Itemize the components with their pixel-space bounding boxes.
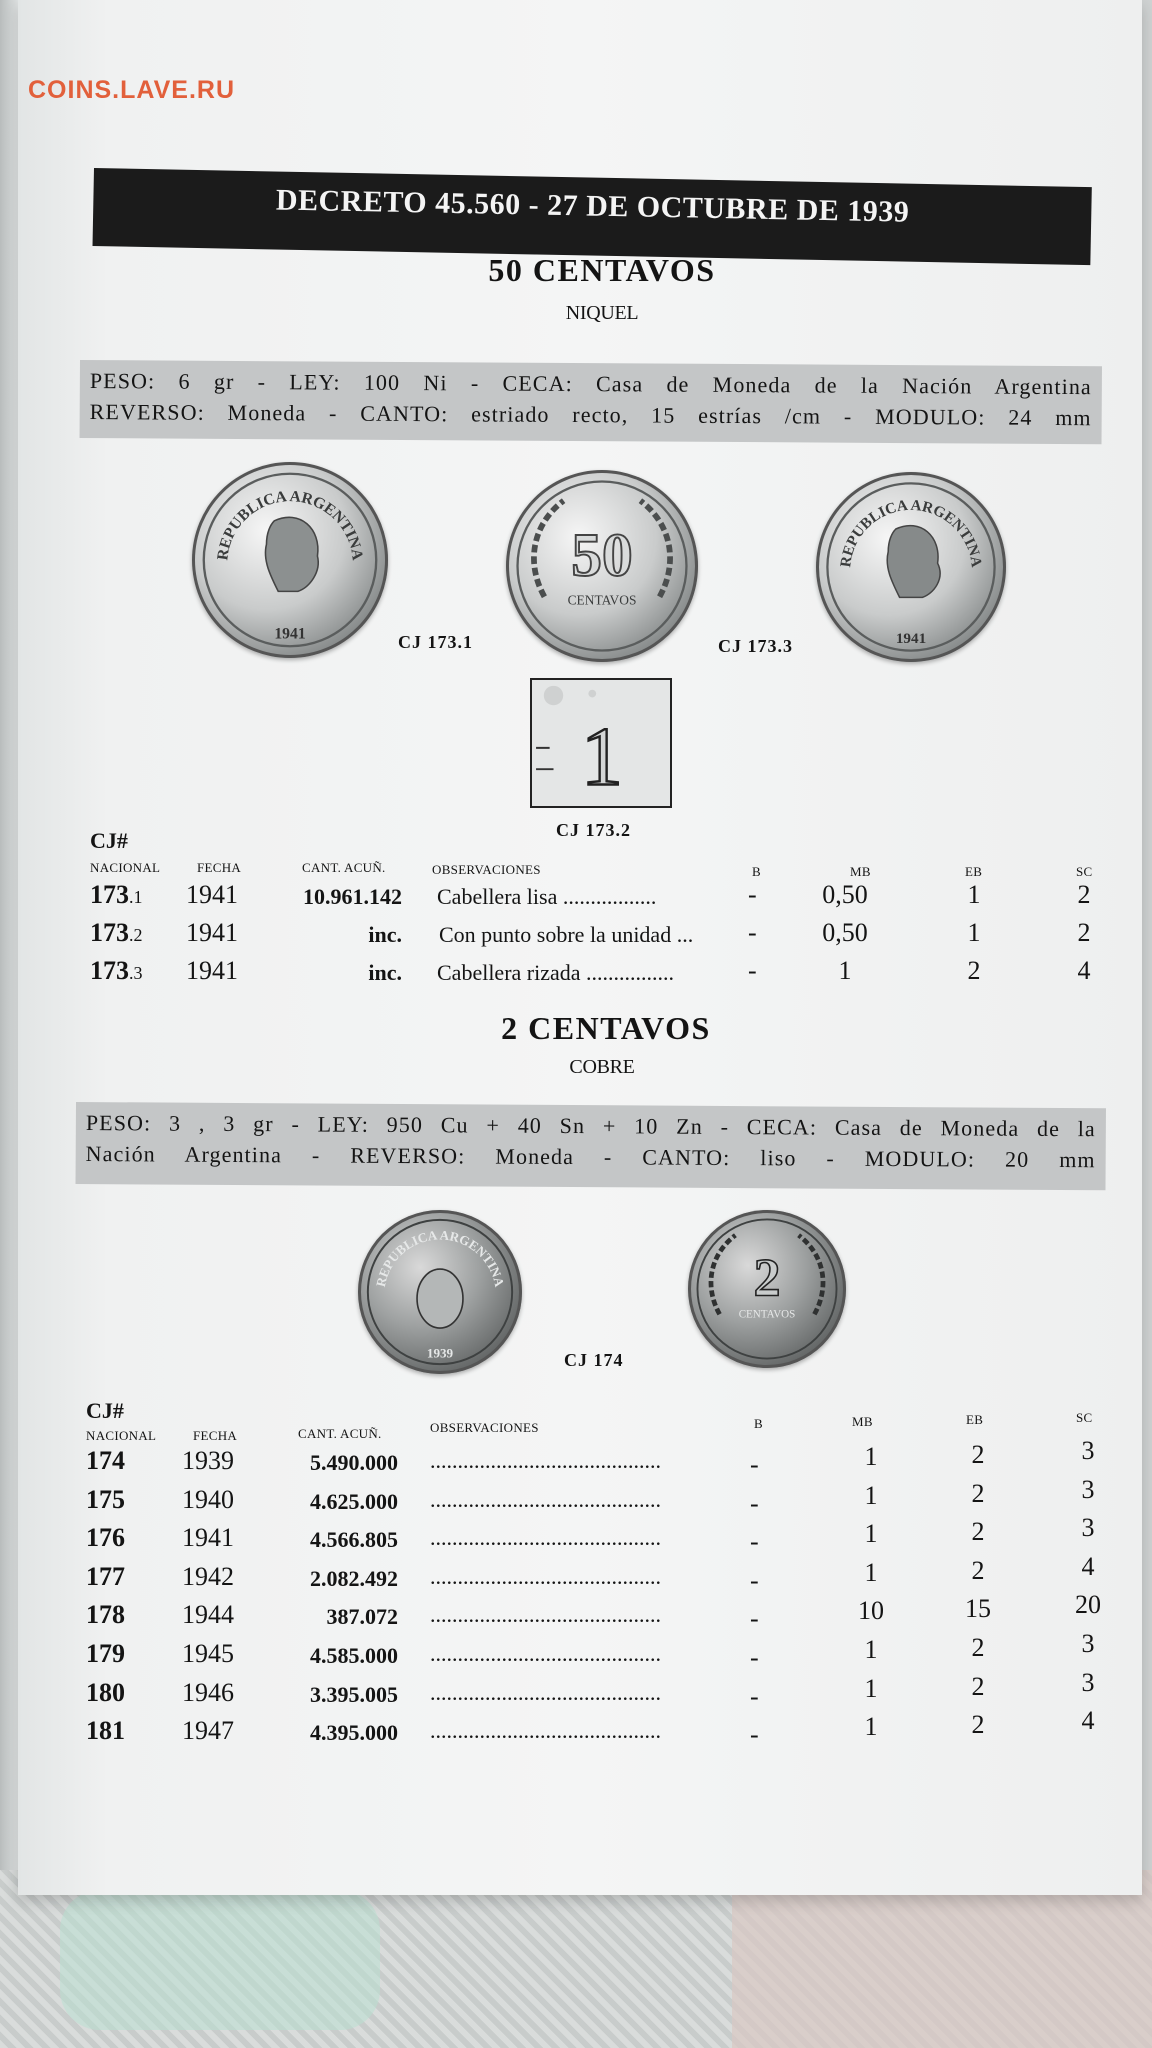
- specs-line: REVERSO: Moneda - CANTO: estriado recto, 15 estrías /cm - MODULO: 24 mm: [89, 399, 1092, 431]
- table-row: 175 1940 4.625.000 .......................................... - 1 2 3: [86, 1474, 1095, 1518]
- table-row: 173.1 1941 10.961.142 Cabellera lisa ................. - 0,50 1 2: [90, 880, 1091, 909]
- background-towel: [0, 1870, 1152, 2048]
- svg-text:CENTAVOS: CENTAVOS: [567, 592, 637, 608]
- svg-text:CENTAVOS: CENTAVOS: [738, 1308, 796, 1321]
- specs-line: Nación Argentina - REVERSO: Moneda - CANTO: liso - MODULO: 20 mm: [85, 1141, 1096, 1173]
- col-header-mb: MB: [850, 864, 871, 879]
- table-row: 173.3 1941 inc. Cabellera rizada ................ - 1 2 4: [90, 956, 1091, 985]
- section-title-50-centavos: 50 CENTAVOS: [488, 252, 716, 288]
- coin-reverse-50-centavos: [506, 470, 698, 662]
- col-header-b: B: [752, 864, 761, 879]
- detail-image-173-2: [530, 678, 672, 808]
- table-row: 176 1941 4.566.805 .......................................... - 1 2 3: [86, 1513, 1095, 1557]
- col-header-mb: MB: [852, 1414, 873, 1429]
- col-header-eb: EB: [965, 864, 983, 879]
- svg-text:1939: 1939: [426, 1345, 454, 1361]
- table-cj-header: CJ#: [90, 828, 128, 853]
- specs-line: PESO: 3 , 3 gr - LEY: 950 Cu + 40 Sn + 10 Zn - CECA: Casa de Moneda de la: [85, 1110, 1096, 1142]
- coin-label-173-3: CJ 173.3: [718, 636, 793, 656]
- col-header-eb: EB: [966, 1412, 984, 1427]
- svg-text:50: 50: [571, 521, 633, 590]
- coin-reverse-2-centavos: [688, 1210, 846, 1368]
- coin-label-173-2: CJ 173.2: [556, 820, 631, 840]
- table-row: 181 1947 4.395.000 .......................................... - 1 2 4: [86, 1706, 1095, 1750]
- col-header-sc: SC: [1076, 1410, 1093, 1425]
- svg-text:REPUBLICA ARGENTINA: REPUBLICA ARGENTINA: [372, 1227, 508, 1289]
- svg-text:1941: 1941: [274, 625, 306, 643]
- table-row: 173.2 1941 inc. Con punto sobre la unidad ... - 0,50 1 2: [90, 918, 1091, 947]
- col-header-nacional: NACIONAL: [90, 860, 161, 875]
- col-header-fecha: FECHA: [197, 860, 242, 875]
- col-header-observaciones: OBSERVACIONES: [432, 862, 541, 877]
- specs-line: PESO: 6 gr - LEY: 100 Ni - CECA: Casa de Moneda de la Nación Argentina: [89, 368, 1092, 400]
- svg-text:1941: 1941: [895, 630, 927, 647]
- col-header-fecha: FECHA: [193, 1428, 238, 1443]
- col-header-cant: CANT. ACUÑ.: [302, 860, 386, 875]
- svg-text:REPUBLICA ARGENTINA: REPUBLICA ARGENTINA: [214, 487, 366, 562]
- col-header-sc: SC: [1076, 864, 1093, 879]
- coin-label-174: CJ 174: [564, 1350, 624, 1370]
- specs-box-50-centavos: [80, 360, 1102, 444]
- metal-niquel: NIQUEL: [565, 302, 639, 324]
- coin-obverse-174: [358, 1210, 522, 1374]
- table-row: 174 1939 5.490.000 .......................................... - 1 2 3: [86, 1436, 1095, 1479]
- section-title-2-centavos: 2 CENTAVOS: [501, 1010, 711, 1046]
- svg-text:2: 2: [753, 1247, 781, 1308]
- coin-obverse-173-3: [816, 472, 1006, 662]
- col-header-cant: CANT. ACUÑ.: [298, 1426, 382, 1441]
- svg-text:REPUBLICA ARGENTINA: REPUBLICA ARGENTINA: [837, 496, 985, 569]
- table-row: 180 1946 3.395.005 .......................................... - 1 2 3: [86, 1667, 1095, 1711]
- specs-box-2-centavos: [75, 1102, 1105, 1190]
- table-row: 177 1942 2.082.492 .......................................... - 1 2 4: [86, 1551, 1095, 1595]
- coin-obverse-173-1: [192, 462, 388, 658]
- watermark: COINS.LAVE.RU: [28, 76, 235, 104]
- metal-cobre: COBRE: [569, 1056, 635, 1078]
- decree-title: DECRETO 45.560 - 27 DE OCTUBRE DE 1939: [275, 183, 910, 229]
- col-header-nacional: NACIONAL: [86, 1428, 157, 1443]
- table-row: 178 1944 387.072 .......................................... - 10 15 20: [86, 1590, 1101, 1634]
- svg-text:1: 1: [581, 711, 623, 804]
- table-row: 179 1945 4.585.000 .......................................... - 1 2 3: [86, 1629, 1095, 1672]
- table-cj-header: CJ#: [86, 1398, 124, 1423]
- col-header-b: B: [754, 1416, 763, 1431]
- coin-label-173-1: CJ 173.1: [398, 632, 473, 652]
- col-header-observaciones: OBSERVACIONES: [430, 1420, 539, 1435]
